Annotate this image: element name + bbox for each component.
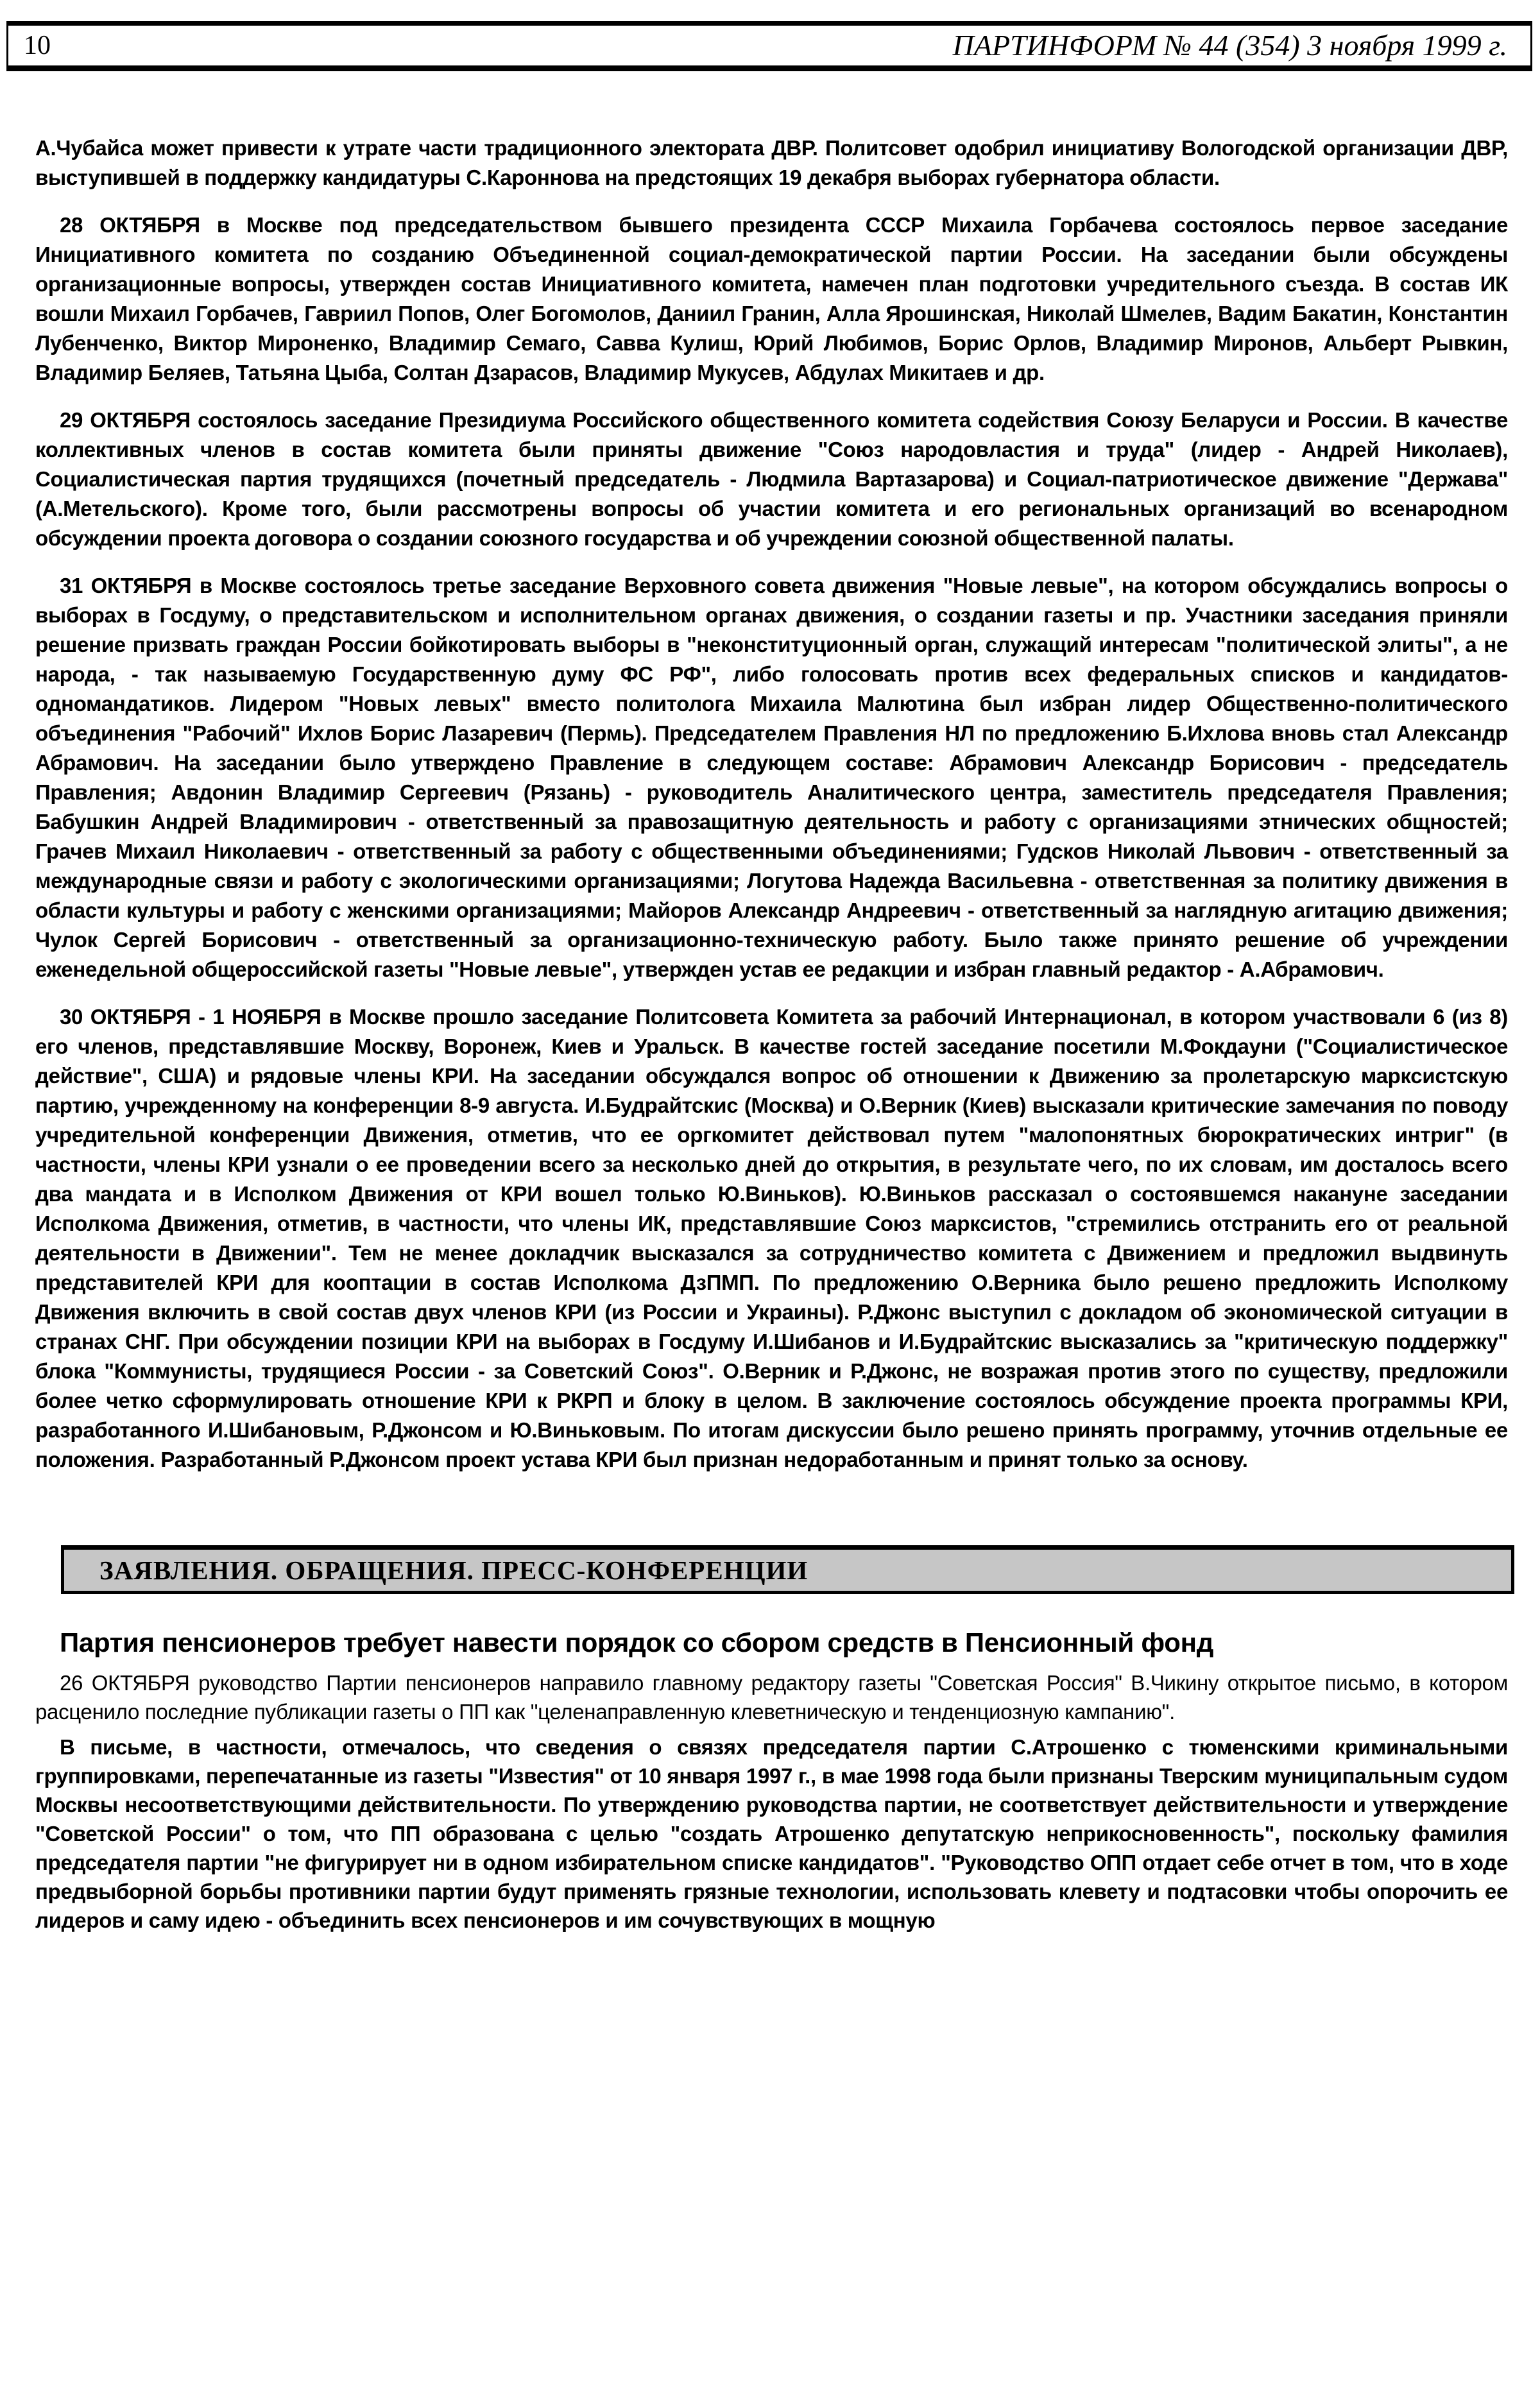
article-paragraph: 26 ОКТЯБРЯ руководство Партии пенсионеров направило главному редактору газеты "Советская Россия" В.Чикину открытое письмо, в котором расценило последние публикации газеты о ПП как "целенаправленную клеветническую и тенденциозную кампанию".: [35, 1671, 1508, 1724]
article-paragraph: В письме, в частности, отмечалось, что сведения о связях председателя партии С.Атрошенко с тюменскими криминальными группировками, перепечатанные из газеты "Известия" от 10 января 1997 г., в мае 1998 года были признаны Тверским муниципальным судом Москвы несоответствующими действительности. По утверждению руководства партии, не соответствует действительности и утверждение "Советской России" о том, что ПП образована с целью "создать Атрошенко депутатскую неприкосновенность", поскольку фамилия председателя партии "не фигурирует ни в одном избирательном списке кандидатов". "Руководство ОПП отдает себе отчет в том, что в ходе предвыборной борьбы противники партии будут применять грязные технологии, использовать клевету и подтасовки чтобы опорочить ее лидеров и саму идею - объединить всех пенсионеров и им сочувствующих в мощную: [35, 1735, 1508, 1932]
masthead-title: ПАРТИНФОРМ № 44 (354) 3 ноября 1999 г.: [952, 29, 1507, 62]
chronicle-paragraph: 28 ОКТЯБРЯ в Москве под председательством бывшего президента СССР Михаила Горбачева состоялось первое заседание Инициативного комитета по созданию Объединенной социал-демократической партии России. На заседании были обсуждены организационные вопросы, утвержден состав Инициативного комитета, намечен план подготовки учредительного съезда. В состав ИК вошли Михаил Горбачев, Гавриил Попов, Олег Богомолов, Даниил Гранин, Алла Ярошинская, Николай Шмелев, Вадим Бакатин, Константин Лубенченко, Виктор Мироненко, Владимир Семаго, Савва Кулиш, Юрий Любимов, Борис Орлов, Владимир Миронов, Альберт Рывкин, Владимир Беляев, Татьяна Цыба, Солтан Дзарасов, Владимир Мукусев, Абдулах Микитаев и др.: [35, 213, 1508, 384]
section-title: ЗАЯВЛЕНИЯ. ОБРАЩЕНИЯ. ПРЕСС-КОНФЕРЕНЦИИ: [99, 1555, 809, 1585]
chronicle-paragraph: 31 ОКТЯБРЯ в Москве состоялось третье заседание Верховного совета движения "Новые левые", на котором обсуждались вопросы о выборах в Госдуму, о представительском и исполнительном органах движения, о создании газеты и пр. Участники заседания приняли решение призвать граждан России бойкотировать выборы в "неконституционный орган, служащий интересам "политической элиты", а не народа, - так называемую Государственную думу ФС РФ", либо голосовать против всех федеральных списков и кандидатов-одномандатиков. Лидером "Новых левых" вместо политолога Михаила Малютина был избран лидер Общественно-политического объединения "Рабочий" Ихлов Борис Лазаревич (Пермь). Председателем Правления НЛ по предложению Б.Ихлова вновь стал Александр Абрамович. На заседании было утверждено Правление в следующем составе: Абрамович Александр Борисович - председатель Правления; Авдонин Владимир Сергеевич (Рязань) - руководитель Аналитического центра, заместитель председателя Правления; Бабушкин Андрей Владимирович - ответственный за правозащитную деятельность и работу с организациями этнических общностей; Грачев Михаил Николаевич - ответственный за работу с общественными объединениями; Гудсков Николай Львович - ответственный за международные связи и работу с экологическими организациями; Логутова Надежда Васильевна - ответственная за политику движения в области культуры и работу с женскими организациями; Майоров Александр Андреевич - ответственный за наглядную агитацию движения; Чулок Сергей Борисович - ответственный за организационно-техническую работу. Было также принято решение об учреждении еженедельной общероссийской газеты "Новые левые", утвержден устав ее редакции и избран главный редактор - А.Абрамович.: [35, 574, 1508, 981]
chronicle-paragraph: А.Чубайса может привести к утрате части традиционного электората ДВР. Политсовет одобрил инициативу Вологодской организации ДВР, выступившей в поддержку кандидатуры С.Кароннова на предстоящих 19 декабря выборах губернатора области.: [35, 136, 1508, 189]
page-number: 10: [24, 31, 51, 60]
chronicle-section: [35, 133, 1508, 1475]
section-header-box: [61, 1545, 1514, 1594]
masthead-box: [6, 21, 1532, 71]
chronicle-paragraph: 29 ОКТЯБРЯ состоялось заседание Президиума Российского общественного комитета содействия Союзу Беларуси и России. В качестве коллективных членов в состав комитета были приняты движение "Союз народовластия и труда" (лидер - Андрей Николаев), Социалистическая партия трудящихся (почетный председатель - Людмила Вартазарова) и Социал-патриотическое движение "Держава" (А.Метельского). Кроме того, были рассмотрены вопросы об участии комитета и его региональных организаций во всенародном обсуждении проекта договора о создании союзного государства и об учреждении союзной общественной палаты.: [35, 408, 1508, 550]
chronicle-paragraph: 30 ОКТЯБРЯ - 1 НОЯБРЯ в Москве прошло заседание Политсовета Комитета за рабочий Интернационал, в котором участвовали 6 (из 8) его членов, представлявшие Москву, Воронеж, Киев и Уральск. В качестве гостей заседание посетили М.Фокдауни ("Социалистическое действие", США) и рядовые члены КРИ. На заседании обсуждался вопрос об отношении к Движению за пролетарскую марксистскую партию, учрежденному на конференции 8-9 августа. И.Будрайтскис (Москва) и О.Верник (Киев) высказали критические замечания по поводу учредительной конференции Движения, отметив, что ее оргкомитет действовал путем "малопонятных бюрократических интриг" (в частности, члены КРИ узнали о ее проведении всего за несколько дней до открытия, в результате чего, по их словам, им досталось всего два мандата и в Исполком Движения от КРИ вошел только Ю.Виньков). Ю.Виньков рассказал о состоявшемся накануне заседании Исполкома Движения, отметив, в частности, что члены ИК, представлявшие Союз марксистов, "стремились отстранить его от реальной деятельности в Движении". Тем не менее докладчик высказался за сотрудничество комитета с Движением и предложил выдвинуть представителей КРИ для кооптации в состав Исполкома ДзПМП. По предложению О.Верника было решено предложить Исполкому Движения включить в свой состав двух членов КРИ (из России и Украины). Р.Джонс выступил с докладом об экономической ситуации в странах СНГ. При обсуждении позиции КРИ на выборах в Госдуму И.Шибанов и И.Будрайтскис высказались за "критическую поддержку" блока "Коммунисты, трудящиеся России - за Советский Союз". О.Верник и Р.Джонс, не возражая против этого по существу, предложили более четко сформулировать отношение КРИ к РКРП и блоку в целом. В заключение состоялось обсуждение проекта программы КРИ, разработанного И.Шибановым, Р.Джонсом и Ю.Виньковым. По итогам дискуссии было решено принять программу, уточнив отдельные ее положения. Разработанный Р.Джонсом проект устава КРИ был признан недоработанным и принят только за основу.: [35, 1005, 1508, 1471]
article-section: [35, 1627, 1508, 1935]
text-column: [35, 133, 1508, 1935]
article-headline: Партия пенсионеров требует навести порядок со сбором средств в Пенсионный фонд: [60, 1627, 1214, 1658]
